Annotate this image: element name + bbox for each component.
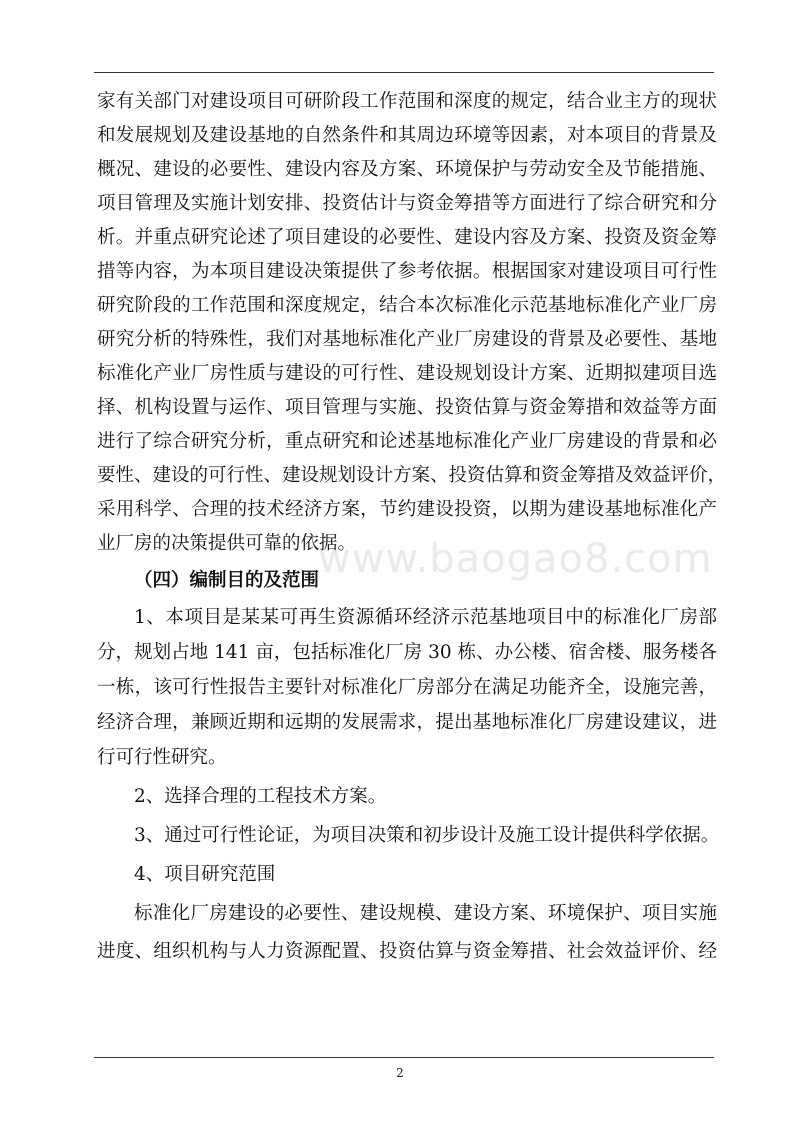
item1-line: 1、本项目是某某可再生资源循环经济示范基地项目中的标准化厂房部 [134,607,717,628]
paragraph-line: 措等内容，为本项目建设决策提供了参考依据。根据国家对建设项目可行性 [97,261,717,282]
paragraph-line: 要性、建设的可行性、建设规划设计方案、投资估算和资金筹措及效益评价， [97,465,727,486]
item1-line: 经济合理，兼顾近期和远期的发展需求，提出基地标准化厂房建设建议，进 [97,712,717,733]
paragraph-line: 家有关部门对建设项目可研阶段工作范围和深度的规定，结合业主方的现状 [97,91,717,112]
section-heading: （四）编制目的及范围 [134,570,320,591]
item4-line: 标准化厂房建设的必要性、建设规模、建设方案、环境保护、项目实施 [134,903,717,924]
paragraph-line: 采用科学、合理的技术经济方案，节约建设投资，以期为建设基地标准化产 [97,499,717,520]
item3-line: 3、通过可行性论证，为项目决策和初步设计及施工设计提供科学依据。 [134,825,720,846]
paragraph-line: 析。并重点研究论述了项目建设的必要性、建设内容及方案、投资及资金筹 [97,227,717,248]
paragraph-line: 和发展规划及建设基地的自然条件和其周边环境等因素，对本项目的背景及 [97,125,717,146]
paragraph-line: 概况、建设的必要性、建设内容及方案、环境保护与劳动安全及节能措施、 [97,159,717,180]
item1-line: 一栋，该可行性报告主要针对标准化厂房部分在满足功能齐全，设施完善， [97,677,717,698]
item1-line: 行可行性研究。 [97,747,227,768]
paragraph-line: 研究阶段的工作范围和深度规定，结合本次标准化示范基地标准化产业厂房 [97,295,717,316]
header-rule [94,72,714,73]
item4-line: 进度、组织机构与人力资源配置、投资估算与资金筹措、社会效益评价、经 [97,941,717,962]
paragraph-line: 业厂房的决策提供可靠的依据。 [97,533,357,554]
item4-heading: 4、项目研究范围 [134,864,276,885]
paragraph-line: 项目管理及实施计划安排、投资估计与资金筹措等方面进行了综合研究和分 [97,193,717,214]
paragraph-line: 择、机构设置与运作、项目管理与实施、投资估算与资金筹措和效益等方面 [97,397,717,418]
page-number: 2 [396,1066,404,1080]
paragraph-line: 研究分析的特殊性，我们对基地标准化产业厂房建设的背景及必要性、基地 [97,329,717,350]
footer-rule [94,1057,714,1058]
item2-line: 2、选择合理的工程技术方案。 [134,786,387,807]
item1-line: 分，规划占地 141 亩，包括标准化厂房 30 栋、办公楼、宿舍楼、服务楼各 [97,642,717,663]
watermark: www.baogao8.com [318,536,713,582]
paragraph-line: 进行了综合研究分析，重点研究和论述基地标准化产业厂房建设的背景和必 [97,431,717,452]
paragraph-line: 标准化产业厂房性质与建设的可行性、建设规划设计方案、近期拟建项目选 [97,363,717,384]
